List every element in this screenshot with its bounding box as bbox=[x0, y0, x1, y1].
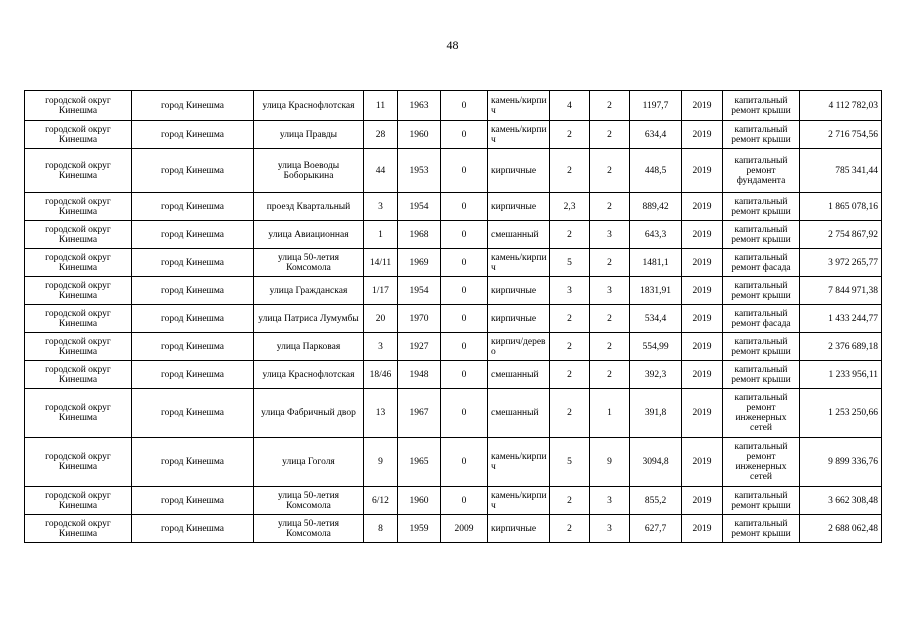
cost-cell: 1 433 244,77 bbox=[800, 305, 882, 333]
street-cell: улица Воеводы Боборыкина bbox=[254, 149, 364, 193]
house-number-cell: 18/46 bbox=[364, 361, 398, 389]
city-cell: город Кинешма bbox=[132, 249, 254, 277]
table-row bbox=[25, 487, 882, 515]
street-cell: улица 50-летия Комсомола bbox=[254, 487, 364, 515]
district-cell: городской округ Кинешма bbox=[25, 333, 132, 361]
work-type-cell: капитальный ремонт фундамента bbox=[723, 149, 800, 193]
house-number-cell: 11 bbox=[364, 91, 398, 121]
street-cell: улица Гоголя bbox=[254, 438, 364, 487]
house-number-cell: 6/12 bbox=[364, 487, 398, 515]
wall-material-cell: кирпичные bbox=[488, 305, 550, 333]
district-cell: городской округ Кинешма bbox=[25, 361, 132, 389]
wall-material-cell: кирпичные bbox=[488, 277, 550, 305]
cost-cell: 7 844 971,38 bbox=[800, 277, 882, 305]
table-row bbox=[25, 193, 882, 221]
cost-cell: 785 341,44 bbox=[800, 149, 882, 193]
cost-cell: 3 972 265,77 bbox=[800, 249, 882, 277]
cost-cell: 2 754 867,92 bbox=[800, 221, 882, 249]
district-cell: городской округ Кинешма bbox=[25, 305, 132, 333]
house-number-cell: 44 bbox=[364, 149, 398, 193]
cost-cell: 4 112 782,03 bbox=[800, 91, 882, 121]
district-cell: городской округ Кинешма bbox=[25, 389, 132, 438]
housing-repair-table bbox=[24, 90, 882, 543]
year-built-cell: 1960 bbox=[398, 487, 441, 515]
entrances-cell: 2 bbox=[590, 305, 630, 333]
entrances-cell: 3 bbox=[590, 221, 630, 249]
entrances-cell: 1 bbox=[590, 389, 630, 438]
table-row bbox=[25, 361, 882, 389]
year-built-cell: 1959 bbox=[398, 515, 441, 543]
plan-year-cell: 2019 bbox=[682, 305, 723, 333]
entrances-cell: 2 bbox=[590, 333, 630, 361]
plan-year-cell: 2019 bbox=[682, 249, 723, 277]
entrances-cell: 2 bbox=[590, 361, 630, 389]
plan-year-cell: 2019 bbox=[682, 149, 723, 193]
work-type-cell: капитальный ремонт фасада bbox=[723, 305, 800, 333]
year-overhaul-cell: 0 bbox=[441, 149, 488, 193]
table-row bbox=[25, 121, 882, 149]
house-number-cell: 1/17 bbox=[364, 277, 398, 305]
year-built-cell: 1963 bbox=[398, 91, 441, 121]
year-built-cell: 1927 bbox=[398, 333, 441, 361]
street-cell: улица Фабричный двор bbox=[254, 389, 364, 438]
plan-year-cell: 2019 bbox=[682, 91, 723, 121]
district-cell: городской округ Кинешма bbox=[25, 487, 132, 515]
area-cell: 855,2 bbox=[630, 487, 682, 515]
cost-cell: 2 688 062,48 bbox=[800, 515, 882, 543]
cost-cell: 2 716 754,56 bbox=[800, 121, 882, 149]
city-cell: город Кинешма bbox=[132, 221, 254, 249]
floors-cell: 2 bbox=[550, 361, 590, 389]
year-built-cell: 1954 bbox=[398, 193, 441, 221]
house-number-cell: 20 bbox=[364, 305, 398, 333]
year-overhaul-cell: 0 bbox=[441, 361, 488, 389]
city-cell: город Кинешма bbox=[132, 361, 254, 389]
work-type-cell: капитальный ремонт крыши bbox=[723, 487, 800, 515]
work-type-cell: капитальный ремонт крыши bbox=[723, 361, 800, 389]
floors-cell: 2 bbox=[550, 221, 590, 249]
area-cell: 634,4 bbox=[630, 121, 682, 149]
year-overhaul-cell: 0 bbox=[441, 487, 488, 515]
floors-cell: 2 bbox=[550, 305, 590, 333]
city-cell: город Кинешма bbox=[132, 91, 254, 121]
plan-year-cell: 2019 bbox=[682, 438, 723, 487]
street-cell: улица Патриса Лумумбы bbox=[254, 305, 364, 333]
year-overhaul-cell: 0 bbox=[441, 438, 488, 487]
wall-material-cell: смешанный bbox=[488, 389, 550, 438]
wall-material-cell: кирпичные bbox=[488, 193, 550, 221]
city-cell: город Кинешма bbox=[132, 515, 254, 543]
area-cell: 534,4 bbox=[630, 305, 682, 333]
floors-cell: 4 bbox=[550, 91, 590, 121]
floors-cell: 2 bbox=[550, 149, 590, 193]
house-number-cell: 9 bbox=[364, 438, 398, 487]
district-cell: городской округ Кинешма bbox=[25, 221, 132, 249]
floors-cell: 5 bbox=[550, 438, 590, 487]
street-cell: улица 50-летия Комсомола bbox=[254, 515, 364, 543]
wall-material-cell: кирпичные bbox=[488, 149, 550, 193]
city-cell: город Кинешма bbox=[132, 121, 254, 149]
floors-cell: 2 bbox=[550, 121, 590, 149]
house-number-cell: 3 bbox=[364, 193, 398, 221]
entrances-cell: 2 bbox=[590, 121, 630, 149]
city-cell: город Кинешма bbox=[132, 438, 254, 487]
entrances-cell: 2 bbox=[590, 249, 630, 277]
house-number-cell: 3 bbox=[364, 333, 398, 361]
district-cell: городской округ Кинешма bbox=[25, 438, 132, 487]
entrances-cell: 2 bbox=[590, 91, 630, 121]
area-cell: 448,5 bbox=[630, 149, 682, 193]
city-cell: город Кинешма bbox=[132, 277, 254, 305]
table-row bbox=[25, 277, 882, 305]
wall-material-cell: камень/кирпич bbox=[488, 91, 550, 121]
table-row bbox=[25, 438, 882, 487]
table-row bbox=[25, 389, 882, 438]
cost-cell: 1 233 956,11 bbox=[800, 361, 882, 389]
wall-material-cell: смешанный bbox=[488, 361, 550, 389]
wall-material-cell: камень/кирпич bbox=[488, 487, 550, 515]
wall-material-cell: кирпичные bbox=[488, 515, 550, 543]
floors-cell: 2 bbox=[550, 515, 590, 543]
district-cell: городской округ Кинешма bbox=[25, 91, 132, 121]
table-row bbox=[25, 91, 882, 121]
plan-year-cell: 2019 bbox=[682, 193, 723, 221]
table-row bbox=[25, 515, 882, 543]
year-overhaul-cell: 2009 bbox=[441, 515, 488, 543]
floors-cell: 5 bbox=[550, 249, 590, 277]
table-row bbox=[25, 149, 882, 193]
plan-year-cell: 2019 bbox=[682, 487, 723, 515]
year-overhaul-cell: 0 bbox=[441, 277, 488, 305]
district-cell: городской округ Кинешма bbox=[25, 149, 132, 193]
year-overhaul-cell: 0 bbox=[441, 121, 488, 149]
floors-cell: 2 bbox=[550, 333, 590, 361]
street-cell: проезд Квартальный bbox=[254, 193, 364, 221]
work-type-cell: капитальный ремонт крыши bbox=[723, 121, 800, 149]
entrances-cell: 3 bbox=[590, 515, 630, 543]
year-overhaul-cell: 0 bbox=[441, 333, 488, 361]
year-overhaul-cell: 0 bbox=[441, 221, 488, 249]
plan-year-cell: 2019 bbox=[682, 515, 723, 543]
cost-cell: 9 899 336,76 bbox=[800, 438, 882, 487]
work-type-cell: капитальный ремонт крыши bbox=[723, 221, 800, 249]
wall-material-cell: камень/кирпич bbox=[488, 438, 550, 487]
entrances-cell: 2 bbox=[590, 193, 630, 221]
table-row bbox=[25, 305, 882, 333]
work-type-cell: капитальный ремонт крыши bbox=[723, 91, 800, 121]
wall-material-cell: камень/кирпич bbox=[488, 249, 550, 277]
district-cell: городской округ Кинешма bbox=[25, 277, 132, 305]
area-cell: 1197,7 bbox=[630, 91, 682, 121]
area-cell: 392,3 bbox=[630, 361, 682, 389]
cost-cell: 1 253 250,66 bbox=[800, 389, 882, 438]
house-number-cell: 28 bbox=[364, 121, 398, 149]
city-cell: город Кинешма bbox=[132, 193, 254, 221]
area-cell: 1481,1 bbox=[630, 249, 682, 277]
year-overhaul-cell: 0 bbox=[441, 193, 488, 221]
work-type-cell: капитальный ремонт инженерных сетей bbox=[723, 438, 800, 487]
year-built-cell: 1953 bbox=[398, 149, 441, 193]
area-cell: 889,42 bbox=[630, 193, 682, 221]
table-row bbox=[25, 221, 882, 249]
table-row bbox=[25, 249, 882, 277]
year-built-cell: 1970 bbox=[398, 305, 441, 333]
floors-cell: 2 bbox=[550, 487, 590, 515]
plan-year-cell: 2019 bbox=[682, 333, 723, 361]
entrances-cell: 2 bbox=[590, 149, 630, 193]
work-type-cell: капитальный ремонт крыши bbox=[723, 193, 800, 221]
city-cell: город Кинешма bbox=[132, 149, 254, 193]
district-cell: городской округ Кинешма bbox=[25, 249, 132, 277]
area-cell: 391,8 bbox=[630, 389, 682, 438]
street-cell: улица Авиационная bbox=[254, 221, 364, 249]
work-type-cell: капитальный ремонт крыши bbox=[723, 333, 800, 361]
work-type-cell: капитальный ремонт инженерных сетей bbox=[723, 389, 800, 438]
city-cell: город Кинешма bbox=[132, 305, 254, 333]
city-cell: город Кинешма bbox=[132, 389, 254, 438]
street-cell: улица Краснофлотская bbox=[254, 361, 364, 389]
year-built-cell: 1967 bbox=[398, 389, 441, 438]
district-cell: городской округ Кинешма bbox=[25, 121, 132, 149]
plan-year-cell: 2019 bbox=[682, 389, 723, 438]
cost-cell: 1 865 078,16 bbox=[800, 193, 882, 221]
street-cell: улица 50-летия Комсомола bbox=[254, 249, 364, 277]
year-built-cell: 1948 bbox=[398, 361, 441, 389]
cost-cell: 3 662 308,48 bbox=[800, 487, 882, 515]
floors-cell: 2 bbox=[550, 389, 590, 438]
street-cell: улица Правды bbox=[254, 121, 364, 149]
floors-cell: 2,3 bbox=[550, 193, 590, 221]
table-row bbox=[25, 333, 882, 361]
year-built-cell: 1954 bbox=[398, 277, 441, 305]
wall-material-cell: камень/кирпич bbox=[488, 121, 550, 149]
street-cell: улица Гражданская bbox=[254, 277, 364, 305]
wall-material-cell: кирпич/дерево bbox=[488, 333, 550, 361]
area-cell: 554,99 bbox=[630, 333, 682, 361]
work-type-cell: капитальный ремонт крыши bbox=[723, 515, 800, 543]
plan-year-cell: 2019 bbox=[682, 121, 723, 149]
area-cell: 627,7 bbox=[630, 515, 682, 543]
city-cell: город Кинешма bbox=[132, 333, 254, 361]
year-built-cell: 1965 bbox=[398, 438, 441, 487]
year-overhaul-cell: 0 bbox=[441, 305, 488, 333]
house-number-cell: 13 bbox=[364, 389, 398, 438]
house-number-cell: 8 bbox=[364, 515, 398, 543]
year-overhaul-cell: 0 bbox=[441, 91, 488, 121]
year-built-cell: 1960 bbox=[398, 121, 441, 149]
city-cell: город Кинешма bbox=[132, 487, 254, 515]
year-overhaul-cell: 0 bbox=[441, 249, 488, 277]
year-built-cell: 1969 bbox=[398, 249, 441, 277]
district-cell: городской округ Кинешма bbox=[25, 515, 132, 543]
year-overhaul-cell: 0 bbox=[441, 389, 488, 438]
floors-cell: 3 bbox=[550, 277, 590, 305]
entrances-cell: 3 bbox=[590, 277, 630, 305]
house-number-cell: 14/11 bbox=[364, 249, 398, 277]
plan-year-cell: 2019 bbox=[682, 361, 723, 389]
area-cell: 3094,8 bbox=[630, 438, 682, 487]
street-cell: улица Краснофлотская bbox=[254, 91, 364, 121]
plan-year-cell: 2019 bbox=[682, 277, 723, 305]
entrances-cell: 3 bbox=[590, 487, 630, 515]
house-number-cell: 1 bbox=[364, 221, 398, 249]
plan-year-cell: 2019 bbox=[682, 221, 723, 249]
entrances-cell: 9 bbox=[590, 438, 630, 487]
wall-material-cell: смешанный bbox=[488, 221, 550, 249]
cost-cell: 2 376 689,18 bbox=[800, 333, 882, 361]
street-cell: улица Парковая bbox=[254, 333, 364, 361]
district-cell: городской округ Кинешма bbox=[25, 193, 132, 221]
work-type-cell: капитальный ремонт крыши bbox=[723, 277, 800, 305]
area-cell: 643,3 bbox=[630, 221, 682, 249]
work-type-cell: капитальный ремонт фасада bbox=[723, 249, 800, 277]
area-cell: 1831,91 bbox=[630, 277, 682, 305]
year-built-cell: 1968 bbox=[398, 221, 441, 249]
page-number: 48 bbox=[446, 38, 459, 52]
